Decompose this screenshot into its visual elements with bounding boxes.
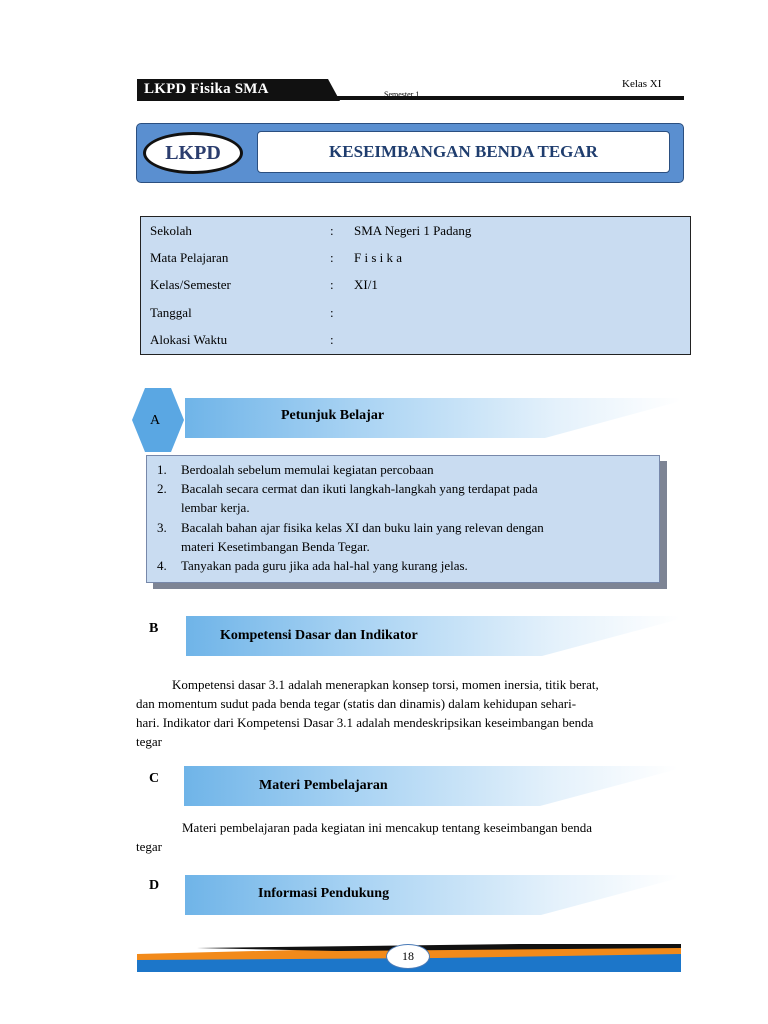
page-title: KESEIMBANGAN BENDA TEGAR: [257, 131, 670, 173]
section-c-title: Materi Pembelajaran: [259, 778, 388, 793]
info-label: Sekolah: [150, 223, 192, 238]
section-c-line-2: tegar: [136, 839, 162, 854]
section-c-letter: C: [149, 771, 160, 786]
info-row-mapel: [141, 248, 690, 268]
info-colon: :: [330, 250, 334, 265]
info-row-tanggal: [141, 303, 690, 323]
header-doc-label: LKPD Fisika SMA: [144, 81, 269, 97]
lkpd-badge: LKPD: [143, 132, 243, 174]
info-value: F i s i k a: [354, 250, 403, 265]
instruction-box: [146, 455, 660, 583]
info-colon: :: [330, 305, 334, 320]
info-colon: :: [330, 277, 334, 292]
list-item: [157, 479, 621, 517]
section-b-title: Kompetensi Dasar dan Indikator: [220, 628, 418, 643]
section-b-line-1: Kompetensi dasar 3.1 adalah menerapkan konsep torsi, momen inersia, titik berat,: [172, 677, 599, 692]
list-text-cont: lembar kerja.: [181, 500, 250, 515]
info-value: XI/1: [354, 277, 378, 292]
info-colon: :: [330, 223, 334, 238]
list-item: [157, 518, 621, 556]
info-label: Tanggal: [150, 305, 192, 320]
info-value: SMA Negeri 1 Padang: [354, 223, 472, 238]
list-item: [157, 556, 621, 575]
section-b-line-3: hari. Indikator dari Kompetensi Dasar 3.1 adalah mendeskripsikan keseimbangan benda: [136, 715, 594, 730]
section-c-line-1: Materi pembelajaran pada kegiatan ini mencakup tentang keseimbangan benda: [182, 820, 593, 835]
header-rule: [327, 96, 684, 100]
list-item: [157, 460, 621, 479]
info-label: Mata Pelajaran: [150, 250, 229, 265]
identity-table: [140, 216, 691, 355]
list-number: 3.: [157, 520, 167, 535]
list-text: Bacalah bahan ajar fisika kelas XI dan buku lain yang relevan dengan: [181, 520, 544, 535]
list-text-cont: materi Kesetimbangan Benda Tegar.: [181, 539, 370, 554]
section-a-letter: A: [150, 413, 161, 428]
page-number: 18: [386, 944, 430, 969]
info-row-sekolah: [141, 221, 690, 241]
info-label: Alokasi Waktu: [150, 332, 228, 347]
header-kelas: Kelas XI: [622, 78, 662, 90]
list-number: 1.: [157, 462, 167, 477]
info-label: Kelas/Semester: [150, 277, 231, 292]
section-a-title: Petunjuk Belajar: [281, 408, 385, 423]
list-number: 2.: [157, 481, 167, 496]
info-row-alokasi: [141, 330, 690, 350]
info-row-kelas: [141, 275, 690, 295]
list-text: Tanyakan pada guru jika ada hal-hal yang kurang jelas.: [181, 558, 468, 573]
section-b-line-4: tegar: [136, 734, 162, 749]
section-b-line-2: dan momentum sudut pada benda tegar (statis dan dinamis) dalam kehidupan sehari-: [136, 696, 577, 711]
list-number: 4.: [157, 558, 167, 573]
section-b-letter: B: [149, 621, 159, 636]
header-semester: Semester 1: [384, 90, 420, 96]
section-a-banner: [185, 398, 681, 438]
list-text: Bacalah secara cermat dan ikuti langkah-langkah yang terdapat pada: [181, 481, 538, 496]
list-text: Berdoalah sebelum memulai kegiatan percobaan: [181, 462, 434, 477]
section-d-title: Informasi Pendukung: [258, 886, 390, 901]
info-colon: :: [330, 332, 334, 347]
section-d-letter: D: [149, 878, 160, 893]
